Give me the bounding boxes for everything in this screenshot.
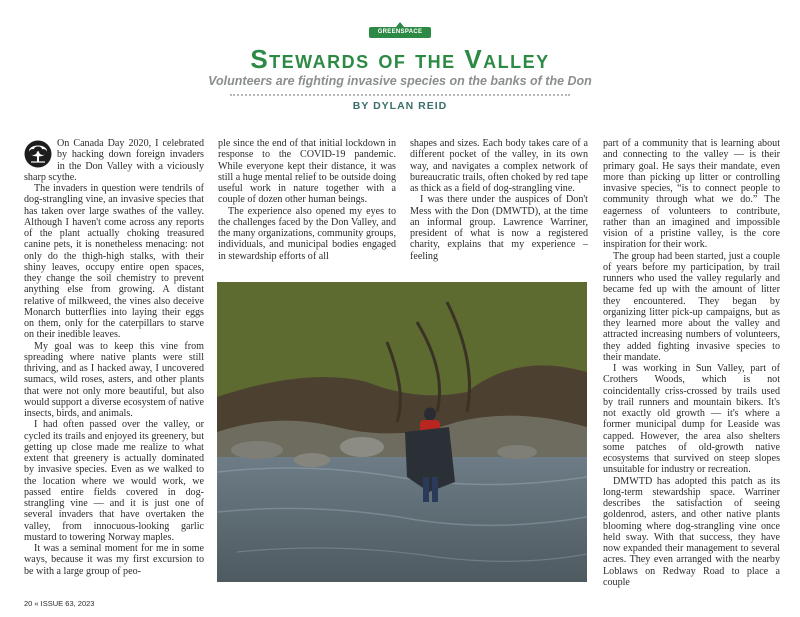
paragraph: The experience also opened my eyes to the challenges faced by the Don Valley, and the many organizations, community groups, individuals, and municipal bodies engaged in stewardship efforts of all xyxy=(218,205,396,262)
paragraph: I was working in Sun Valley, part of Crothers Woods, which is not coincidentally criss-crossed by trails used by trail runners and mountain bikers. It's not exactly old growth — it's where a former municipal dump for Leaside was capped. However, the area also shelters some patches of old-growth native ecosystems that survived on steep slopes unsuitable for industry or recreation. xyxy=(603,363,780,476)
paragraph: I was there under the auspices of Don't Mess with the Don (DMWTD), at the time an informal group. Lawrence Warriner, president of what is now a registered charity, explains that my experience – feeling xyxy=(410,194,588,262)
byline: BY DYLAN REID xyxy=(352,100,448,112)
paragraph: It was a seminal moment for me in some ways, because it was my first excursion to be with a large group of peo- xyxy=(24,543,204,577)
dotted-divider xyxy=(230,94,570,96)
paragraph: shapes and sizes. Each body takes care of a different pocket of the valley, in its own way, and navigates a complex network of bureaucratic trails, often choked by red tape as thick as a field of dog-strangling vine. xyxy=(410,138,588,194)
page-footer: 20 « ISSUE 63, 2023 xyxy=(24,599,95,608)
article-headline: Stewards of the Valley xyxy=(250,44,550,74)
article-subhead: Volunteers are fighting invasive species on the banks of the Don xyxy=(208,74,592,88)
paragraph: The group had been started, just a couple of years before my participation, by trail runners who used the valley regularly and became fed up with the amount of litter they encountered. They began by organizing litter pick-up campaigns, but as they learned more about the valley and attracted increasing numbers of volunteers, they added fighting invasive species to their mandate. xyxy=(603,250,780,363)
paragraph: DMWTD has adopted this patch as its long-term stewardship space. Warriner describes the satisfaction of seeing goldenrod, asters, and other native plants blooming where dog-strangling vine once held sway. With that success, they have now expanded their management to several acres. They even arranged with the nearby Loblaws on Redway Road to place a couple xyxy=(603,475,780,588)
section-tag-label: GREENSPACE xyxy=(377,29,423,35)
column-4 xyxy=(603,138,780,588)
column-3 xyxy=(410,138,588,262)
paragraph: My goal was to keep this vine from spreading where native plants were still thriving, and as I hacked away, I uncovered sumacs, wild roses, asters, and other plants that were not only more beautiful, but also would support a diverse ecosystem of native insects, birds, and animals. xyxy=(24,340,204,419)
paragraph: I had often passed over the valley, or cycled its trails and enjoyed its greenery, but getting up close made me realize to what extent that greenery is actually dominated by invasive species. Even as we walked to the location where we would work, we passed entire fields covered in dog-strangling vine — and it is just one of several invaders that have overtaken the valley, from innocuous-looking garlic mustard to towering Norway maples. xyxy=(24,419,204,543)
paragraph: part of a community that is learning about and connecting to the valley — is their primary goal. He says their mandate, even more than picking up litter or controlling invasive species, “is to connect people to community through what we do.” The eagerness of volunteers to contribute, rather than an imagined and impossible vision of a pristine valley, is the core inspiration for their work. xyxy=(603,138,780,251)
paragraph: ple since the end of that initial lockdown in response to the COVID-19 pandemic. While everyone kept their distance, it was still a huge mental relief to be outside doing useful work in nature together with a couple of dozen other human beings. xyxy=(218,138,396,206)
section-tag xyxy=(369,22,431,38)
column-1 xyxy=(24,138,204,577)
column-2 xyxy=(218,138,396,262)
tree-icon xyxy=(24,140,52,168)
article-photo xyxy=(217,282,587,582)
paragraph: On Canada Day 2020, I celebrated by hacking down foreign invaders in the Don Valley with a viciously sharp scythe. xyxy=(24,138,204,183)
paragraph: The invaders in question were tendrils of dog-strangling vine, an invasive species that has taken over large swathes of the valley. Although I haven't come across any reports of the plant actually choking treasured canine pets, it is nonetheless menacing: not only do the thigh-high stalks, with their shiny leaves, occupy entire open spaces, they change the soil chemistry to prevent anything else from growing. A distant relative of milkweed, the vines also deceive Monarch butterflies into laying their eggs on them, only for the caterpillars to starve on their inedible leaves. xyxy=(24,183,204,341)
